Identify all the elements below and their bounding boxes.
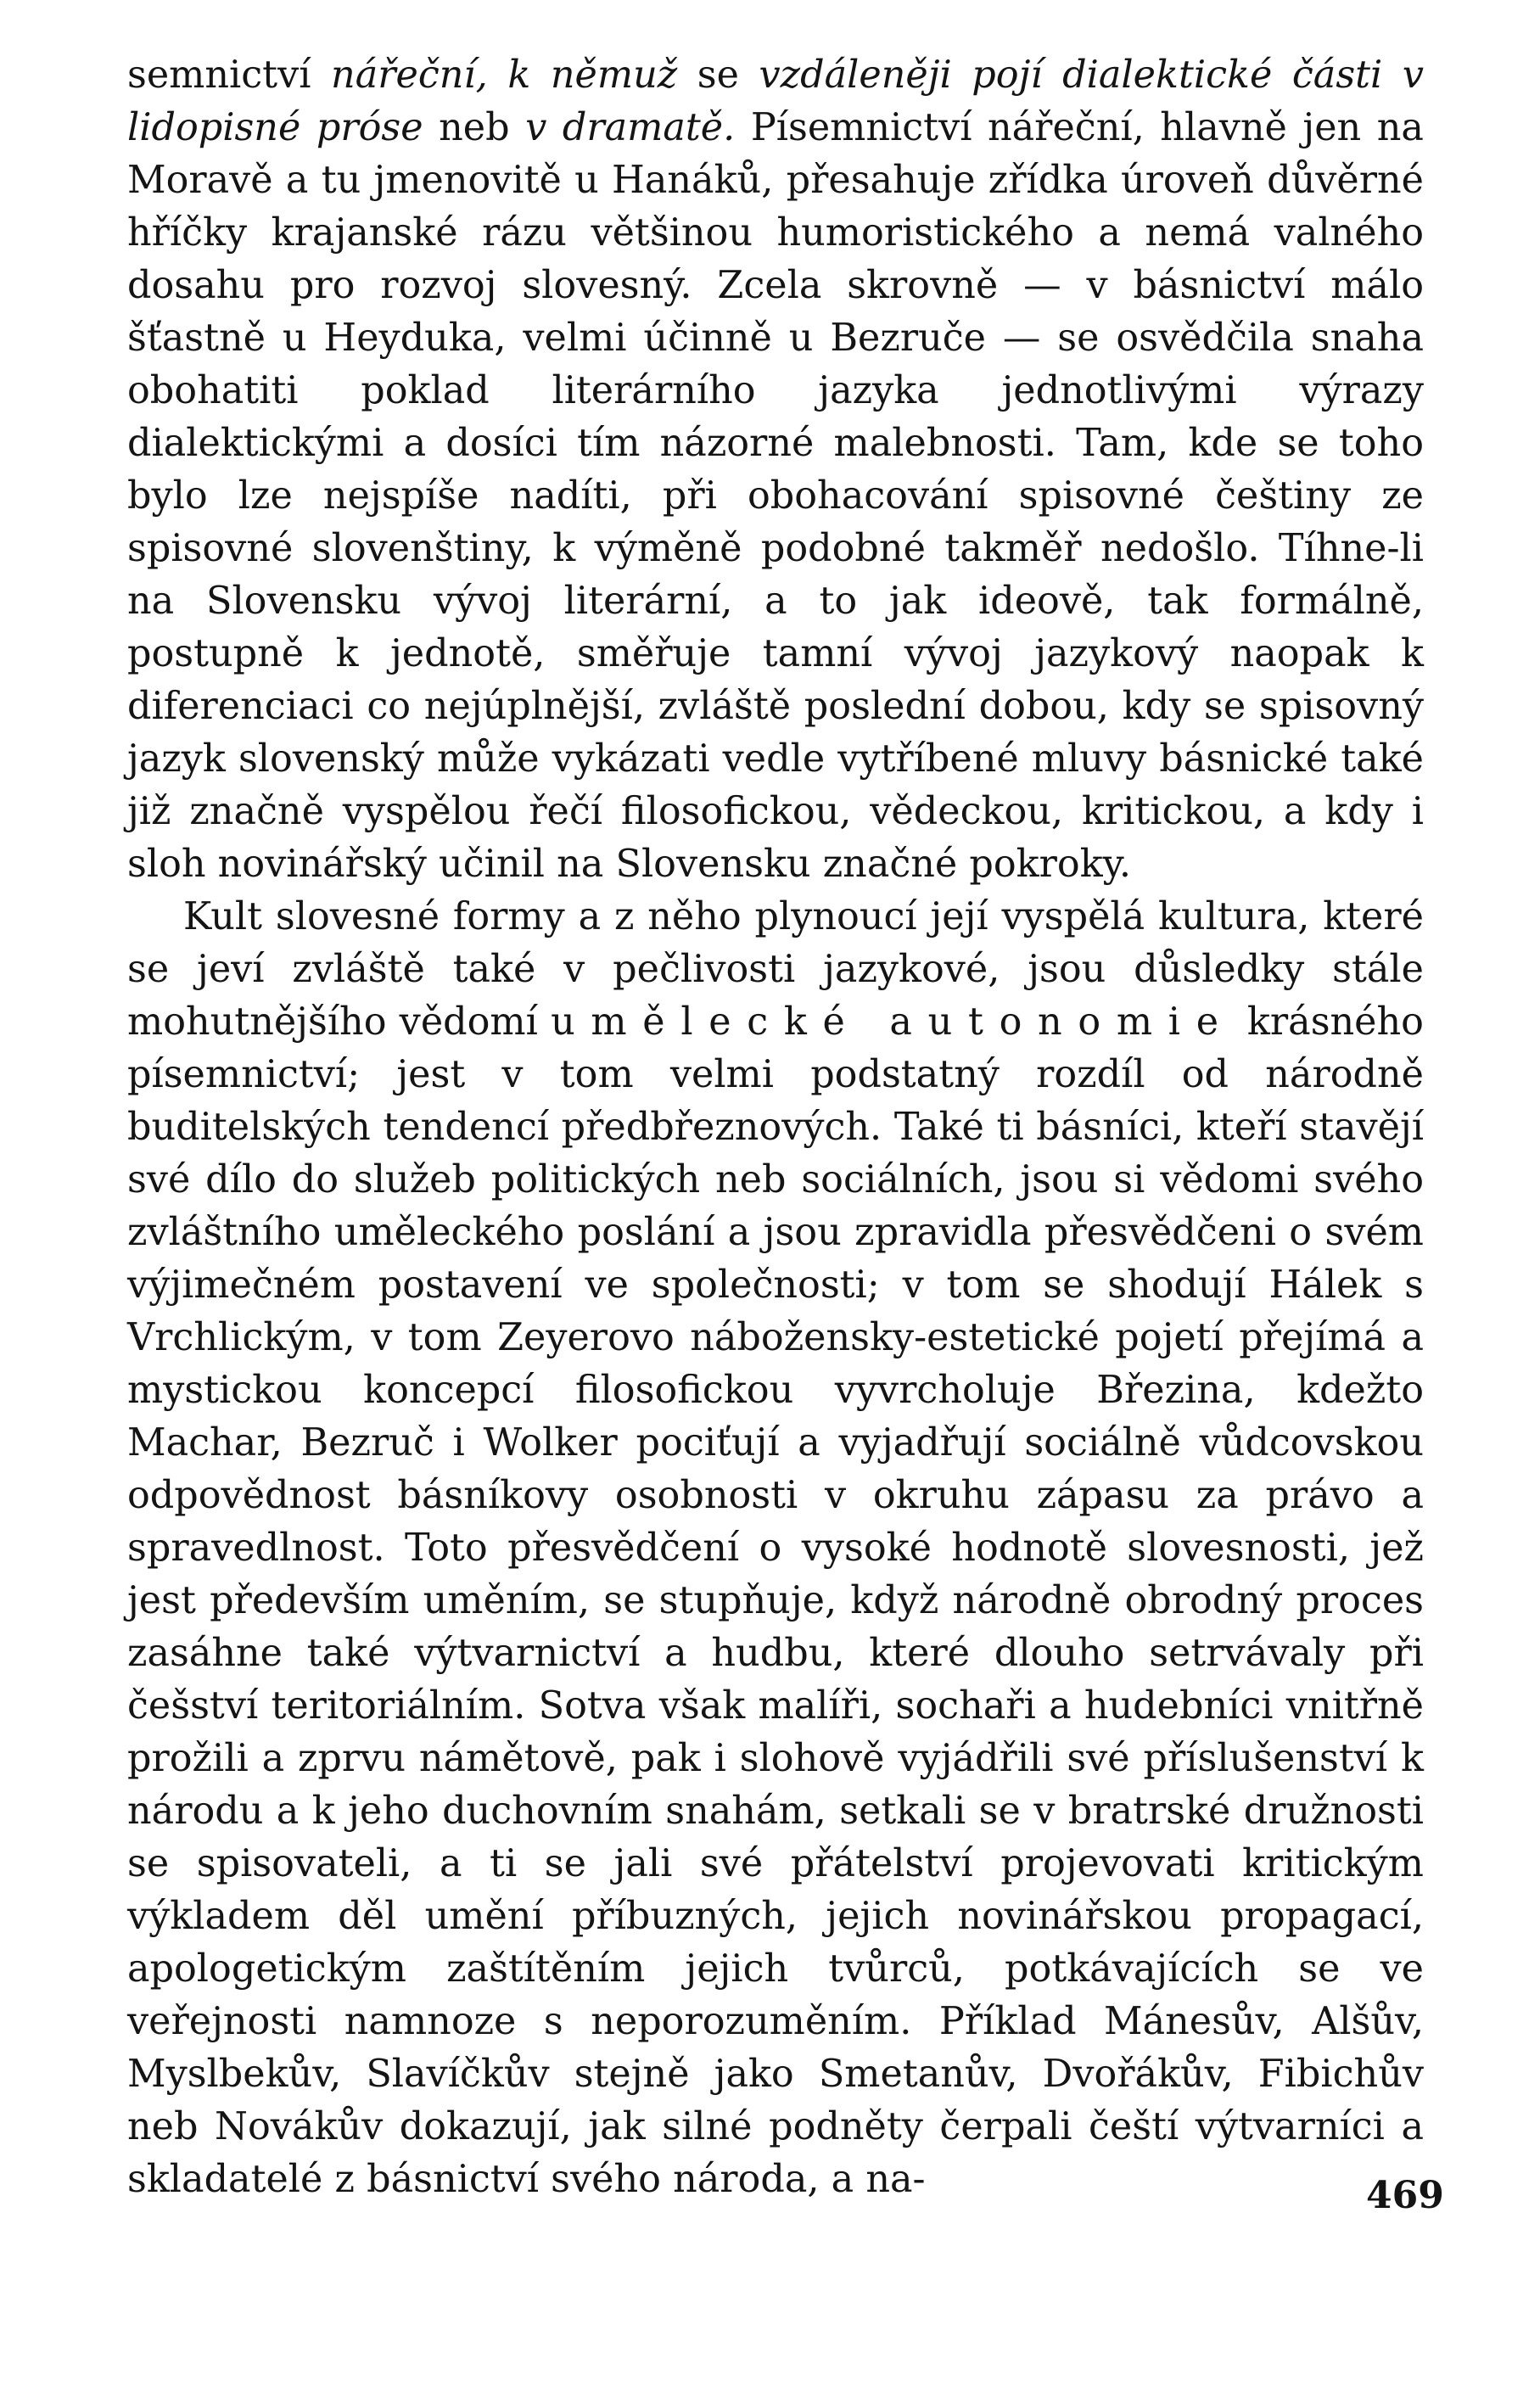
paragraph-1-rest: Písemnictví nářeční, hlavně jen na Moravě a tu jmenovitě u Hanáků, přesahuje zřídka úroveň důvěrné hříčky krajanské rázu většinou humoristického a nemá valného dosahu pro rozvoj slovesný. Zcela skrovně — v básnictví málo šťastně u Heyduka, velmi účinně u Bezruče — se osvědčila snaha obohatiti poklad literárního jazyka jednotlivými výrazy dialektickými a dosíci tím názorné malebnosti. Tam, kde se toho bylo lze nejspíše nadíti, při obohacování spisovné češtiny ze spisovné slovenštiny, k výměně podobné takměř nedošlo. Tíhne-li na Slovensku vývoj literární, a to jak ideově, tak formálně, postupně k jednotě, směřuje tamní vývoj jazykový naopak k diferenciaci co nejúplnější, zvláště poslední dobou, kdy se spisovný jazyk slovenský může vykázati vedle vytříbené mluvy básnické také již značně vyspělou řečí filosofickou, vědeckou, kritickou, a kdy i sloh novinářský učinil na Slovensku značné pokroky. bbox=[127, 106, 1424, 886]
paragraph-1-italic-3: v dramatě. bbox=[525, 106, 736, 149]
paragraph-2-after-spaced: krásného písemnictví; jest v tom velmi podstatný rozdíl od národně buditelských tendencí předbřeznových. Také ti básníci, kteří stavějí své dílo do služeb politických neb sociálních, jsou si vědomi svého zvláštního uměleckého poslání a jsou zpravidla přesvědčeni o svém výjimečném postavení ve společnosti; v tom se shodují Hálek s Vrchlickým, v tom Zeyerovo nábožensky-estetické pojetí přejímá a mystickou koncepcí filosofickou vyvrcholuje Březina, kdežto Machar, Bezruč i Wolker pociťují a vyjadřují sociálně vůdcovskou odpovědnost básníkovy osobnosti v okruhu zápasu za právo a spravedlnost. Toto přesvědčení o vysoké hodnotě slovesnosti, jež jest především uměním, se stupňuje, když národně obrodný proces zasáhne také výtvarnictví a hudbu, které dlouho setrvávaly při češství teritoriálním. Sotva však malíři, sochaři a hudebníci vnitřně prožili a zprvu námětově, pak i slohově vyjádřili své příslušenství k národu a k jeho duchovním snahám, setkali se v bratrské družnosti se spisovateli, a ti se jali své přátelství projevovati kritickým výkladem děl umění příbuzných, jejich novinářskou propagací, apologetickým zaštítěním jejich tvůrců, potkávajících se ve veřejnosti namnoze s neporozuměním. Příklad Mánesův, Alšův, Myslbekův, Slavíčkův stejně jako Smetanův, Dvořákův, Fibichův neb Novákův dokazují, jak silné podněty čerpali čeští výtvarníci a skladatelé z básnictví svého národa, a na- bbox=[127, 1000, 1424, 2201]
paragraph-2-spaced-emphasis: umělecké autonomie bbox=[551, 1000, 1235, 1044]
paragraph-1-lead: semnictví bbox=[127, 53, 311, 97]
paragraph-1-mid-1: se bbox=[697, 53, 739, 97]
paragraph-1-italic-2: vzdáleněji pojí dialektické části v lidopisné próse bbox=[127, 53, 1424, 149]
paragraph-1-mid-2: neb bbox=[439, 106, 510, 149]
paragraph-1 bbox=[127, 49, 1424, 891]
body-text bbox=[127, 49, 1424, 2206]
paragraph-2-before-spaced: Kult slovesné formy a z něho plynoucí její vyspělá kultura, které se jeví zvláště také v pečlivosti jazykové, jsou důsledky stále mohutnějšího vědomí bbox=[127, 895, 1424, 1044]
page-number: 469 bbox=[1366, 2174, 1444, 2217]
paragraph-2 bbox=[127, 891, 1424, 2206]
paragraph-1-italic-1: nářeční, k němuž bbox=[331, 53, 678, 97]
